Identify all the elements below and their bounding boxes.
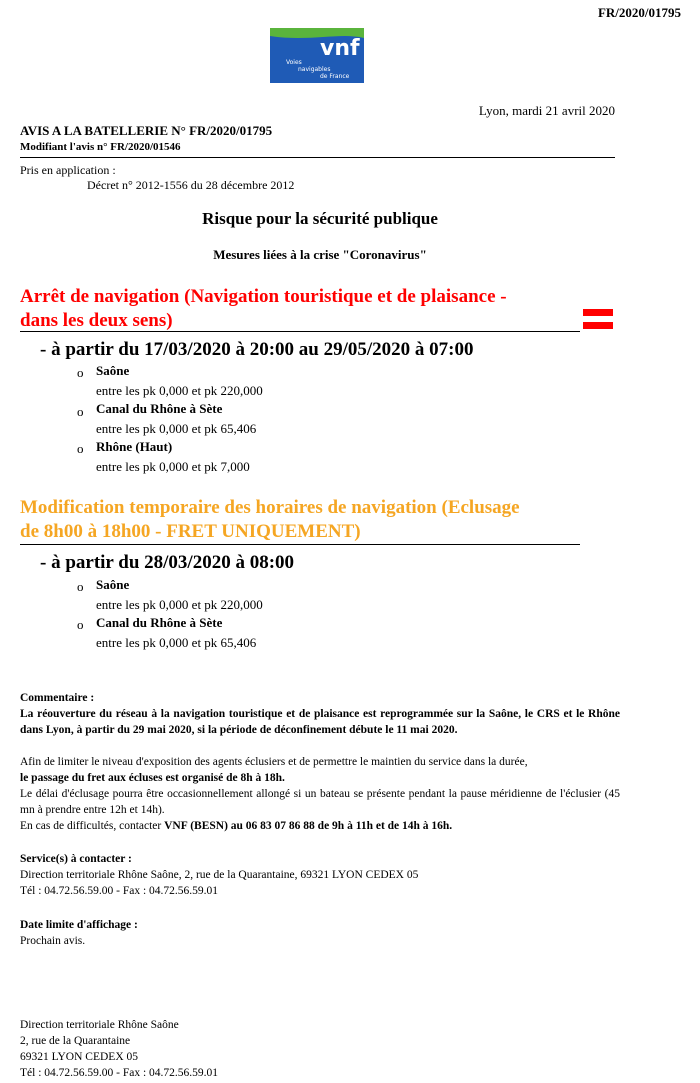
- section2-item-range: entre les pk 0,000 et pk 65,406: [96, 635, 257, 650]
- risk-title: Risque pour la sécurité publique: [202, 209, 438, 228]
- svg-text:Voies: Voies: [286, 59, 302, 66]
- bullet-icon: o: [77, 404, 84, 419]
- commentaire-label: Commentaire :: [20, 692, 95, 704]
- section2-heading: Modification temporaire des horaires de navigation (Eclusage de 8h00 à 18h00 - FRET UNIQUEMENT): [20, 497, 520, 542]
- section1-period: - à partir du 17/03/2020 à 20:00 au 29/05/2020 à 07:00: [40, 339, 474, 360]
- section1-item-range: entre les pk 0,000 et pk 7,000: [96, 459, 250, 474]
- services-block: [20, 851, 620, 899]
- date-limite-label: Date limite d'affichage :: [20, 919, 138, 931]
- vnf-logo: [270, 28, 364, 83]
- section2-divider: [20, 544, 580, 545]
- commentaire-bold-paragraph: La réouverture du réseau à la navigation touristique et de plaisance est reprogrammée sur la Saône, le CRS et le Rhône dans Lyon, à partir du 29 mai 2020, si la période de déconfinement débute le 11 mai 2020.: [20, 708, 620, 736]
- measure-subtitle: Mesures liées à la crise "Coronavirus": [213, 247, 427, 262]
- section1-item-range: entre les pk 0,000 et pk 65,406: [96, 421, 257, 436]
- services-phone: Tél : 04.72.56.59.00 - Fax : 04.72.56.59.01: [20, 885, 219, 897]
- commentaire-block: [20, 690, 620, 738]
- section1-item-name: Saône: [96, 363, 130, 378]
- date-limite-block: [20, 917, 620, 949]
- date-limite-value: Prochain avis.: [20, 935, 86, 947]
- notice-reference: FR/2020/01795: [597, 5, 681, 20]
- svg-text:de France: de France: [320, 73, 350, 80]
- section2-item-range: entre les pk 0,000 et pk 220,000: [96, 597, 263, 612]
- section1-heading: Arrêt de navigation (Navigation touristique et de plaisance - dans les deux sens): [20, 286, 507, 331]
- section1-item-name: Canal du Rhône à Sète: [96, 401, 223, 416]
- bullet-icon: o: [77, 441, 84, 456]
- decret-reference: Décret n° 2012-1556 du 28 décembre 2012: [87, 178, 295, 192]
- avis-title: AVIS A LA BATELLERIE N° FR/2020/01795: [20, 123, 273, 138]
- section1-item-name: Rhône (Haut): [96, 439, 173, 454]
- avis-modifiant: Modifiant l'avis n° FR/2020/01546: [20, 141, 181, 153]
- commentaire-details: Afin de limiter le niveau d'exposition des agents éclusiers et de permettre le maintien du service dans la durée, le passage du fret aux écluses est organisé de 8h à 18h. Le délai d'éclusage pourra être occasionnellement allongé si un bateau se présente pendant la pause méridienne de l'éclusier (45 mn à prendre entre 12h et 14h). En cas de difficultés, contacter VNF (BESN) au 06 83 07 86 88 de 9h à 11h et de 14h à 16h.: [20, 756, 620, 832]
- section1-divider: [20, 331, 580, 332]
- footer-address: Direction territoriale Rhône Saône 2, rue de la Quarantaine 69321 LYON CEDEX 05 Tél : 04.72.56.59.00 - Fax : 04.72.56.59.01: [20, 1019, 219, 1079]
- logo-text: vnf: [320, 36, 360, 61]
- header-divider: [20, 157, 615, 158]
- application-label: Pris en application :: [20, 163, 116, 177]
- section2-item-name: Saône: [96, 577, 130, 592]
- bullet-icon: o: [77, 365, 84, 380]
- services-address: Direction territoriale Rhône Saône, 2, rue de la Quarantaine, 69321 LYON CEDEX 05: [20, 869, 419, 881]
- section2-item-name: Canal du Rhône à Sète: [96, 615, 223, 630]
- bullet-icon: o: [77, 579, 84, 594]
- stop-navigation-icon: [583, 309, 613, 329]
- section2-period: - à partir du 28/03/2020 à 08:00: [40, 552, 295, 573]
- svg-text:navigables: navigables: [298, 66, 331, 73]
- bullet-icon: o: [77, 617, 84, 632]
- services-label: Service(s) à contacter :: [20, 853, 132, 865]
- notice-date: Lyon, mardi 21 avril 2020: [478, 103, 615, 118]
- section1-item-range: entre les pk 0,000 et pk 220,000: [96, 383, 263, 398]
